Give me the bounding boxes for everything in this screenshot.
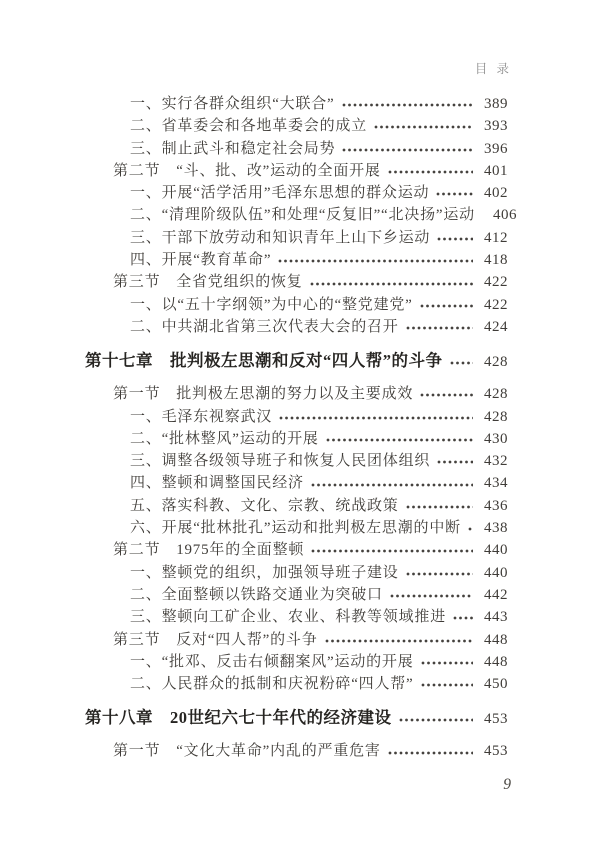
toc-entry-page-number: 418 [484, 252, 508, 269]
toc-entry-page-number: 440 [484, 564, 508, 581]
toc-entry-label: 一、“批邓、反击右倾翻案风”运动的开展 [130, 653, 414, 670]
dotted-leader [388, 751, 473, 755]
toc-entry-label: 一、毛泽东视察武汉 [130, 408, 273, 425]
dotted-leader [326, 438, 473, 442]
dotted-leader [437, 460, 473, 464]
running-header-title: 目 录 [474, 62, 512, 76]
toc-entry-page-number: 401 [484, 162, 508, 179]
toc-entry-label: 第十七章 批判极左思潮和反对“四人帮”的斗争 [85, 351, 443, 371]
toc-entry [113, 740, 508, 762]
toc-entry-label: 三、制止武斗和稳定社会局势 [130, 140, 336, 157]
dotted-leader [311, 549, 473, 553]
dotted-leader [436, 192, 473, 196]
toc-entry-label: 二、省革委会和各地革委会的成立 [130, 118, 368, 135]
toc-entry [130, 651, 508, 673]
toc-entry-page-number: 448 [484, 653, 508, 670]
dotted-leader [453, 616, 473, 620]
toc-entry [113, 383, 508, 405]
toc-entry-label: 第二节 “斗、批、改”运动的全面开展 [113, 162, 381, 179]
toc-entry [130, 204, 517, 226]
folio-page-number: 9 [503, 776, 511, 793]
toc-entry [130, 673, 508, 695]
toc-entry-label: 第一节 “文化大革命”内乱的严重危害 [113, 743, 381, 760]
dotted-leader [310, 282, 473, 286]
toc-entry-page-number: 443 [484, 609, 508, 626]
toc-entry [130, 294, 508, 316]
toc-entry-page-number: 396 [484, 140, 508, 157]
toc-entry-label: 四、整顿和调整国民经济 [130, 475, 304, 492]
toc-entry [130, 472, 508, 494]
toc-entry [85, 349, 508, 374]
dotted-leader [279, 416, 473, 420]
toc-entry [130, 428, 508, 450]
dotted-leader [342, 103, 473, 107]
toc-entry-label: 六、开展“批林批孔”运动和批判极左思潮的中断 [130, 520, 461, 537]
toc-entry-page-number: 428 [484, 354, 508, 371]
dotted-leader [325, 639, 473, 643]
toc-entry-page-number: 432 [484, 453, 508, 470]
toc-entry [130, 115, 508, 137]
toc-entry [130, 450, 508, 472]
toc-entry [130, 495, 508, 517]
toc-entry-page-number: 422 [484, 274, 508, 291]
toc-entry-label: 第三节 反对“四人帮”的斗争 [113, 631, 318, 648]
toc-entry-label: 二、人民群众的抵制和庆祝粉碎“四人帮” [130, 676, 414, 693]
toc-entry-label: 第三节 全省党组织的恢复 [113, 274, 303, 291]
toc-entry [85, 706, 508, 731]
toc-entry-page-number: 453 [484, 743, 508, 760]
toc-entry-page-number: 406 [492, 207, 517, 224]
toc-entry-label: 五、落实科教、文化、宗教、统战政策 [130, 497, 399, 514]
toc-entry-label: 二、全面整顿以铁路交通业为突破口 [130, 586, 383, 603]
dotted-leader [421, 683, 473, 687]
toc-entry-page-number: 428 [484, 408, 508, 425]
toc-entry-page-number: 430 [484, 430, 508, 447]
toc-entry-page-number: 424 [484, 318, 508, 335]
toc-entry [130, 182, 508, 204]
dotted-leader [437, 237, 473, 241]
toc-entry [130, 562, 508, 584]
dotted-leader [406, 326, 473, 330]
toc-entry-label: 二、中共湖北省第三次代表大会的召开 [130, 318, 399, 335]
toc-entry-page-number: 434 [484, 475, 508, 492]
toc-entry-label: 第十八章 20世纪六七十年代的经济建设 [85, 708, 392, 728]
toc-entry-label: 第一节 批判极左思潮的努力以及主要成效 [113, 386, 414, 403]
dotted-leader [374, 125, 473, 129]
dotted-leader [311, 483, 473, 487]
toc-entry-page-number: 440 [484, 542, 508, 559]
toc-entry-label: 一、实行各群众组织“大联合” [130, 96, 335, 112]
toc-entry-label: 三、干部下放劳动和知识青年上山下乡运动 [130, 229, 431, 246]
toc-entry [130, 227, 508, 249]
toc-entry-page-number: 448 [484, 631, 508, 648]
dotted-leader [406, 505, 473, 509]
dotted-leader [388, 170, 473, 174]
toc-entry-page-number: 450 [484, 676, 508, 693]
toc-entry [113, 271, 508, 293]
toc-entry-label: 一、以“五十字纲领”为中心的“整党建党” [130, 296, 413, 313]
toc-entry-page-number: 436 [484, 497, 508, 514]
toc-entry [130, 249, 508, 271]
dotted-leader [420, 304, 473, 308]
toc-entry-page-number: 453 [484, 711, 508, 728]
toc-entry [130, 584, 508, 606]
toc-entry-page-number: 393 [484, 118, 508, 135]
dotted-leader [468, 527, 473, 531]
toc-entry-label: 四、开展“教育革命” [130, 252, 272, 269]
toc-entry [130, 406, 508, 428]
dotted-leader [399, 718, 474, 722]
dotted-leader [420, 393, 473, 397]
toc-entry [113, 629, 508, 651]
toc-entry [130, 138, 508, 160]
toc-entry-label: 一、整顿党的组织，加强领导班子建设 [130, 564, 399, 581]
toc-entry [130, 517, 508, 539]
toc-entry-page-number: 438 [484, 520, 508, 537]
toc-entry-label: 二、“批林整风”运动的开展 [130, 430, 319, 447]
toc-entry [113, 160, 508, 182]
toc-entry-label: 第二节 1975年的全面整顿 [113, 542, 305, 559]
toc-entry-label: 二、“清理阶级队伍”和处理“反复旧”“北决扬”运动 [130, 207, 475, 224]
toc-entry [130, 93, 508, 115]
toc-entry-page-number: 402 [484, 185, 508, 202]
toc-entry-page-number: 442 [484, 586, 508, 603]
toc-entry-page-number: 389 [484, 96, 508, 112]
toc-entry-label: 三、整顿向工矿企业、农业、科教等领域推进 [130, 609, 447, 626]
dotted-leader [342, 148, 473, 152]
dotted-leader [390, 594, 473, 598]
dotted-leader [450, 361, 474, 365]
toc-entry [113, 539, 508, 561]
toc-entry-label: 一、开展“活学活用”毛泽东思想的群众运动 [130, 185, 430, 202]
dotted-leader [278, 259, 473, 263]
toc-entry [130, 316, 508, 338]
toc-entry [130, 606, 508, 628]
dotted-leader [406, 572, 473, 576]
toc-entry-page-number: 428 [484, 386, 508, 403]
toc-entry-page-number: 422 [484, 296, 508, 313]
dotted-leader [421, 661, 473, 665]
toc-entry-label: 三、调整各级领导班子和恢复人民团体组织 [130, 453, 431, 470]
toc-entry-page-number: 412 [484, 229, 508, 246]
toc-list [85, 93, 517, 763]
